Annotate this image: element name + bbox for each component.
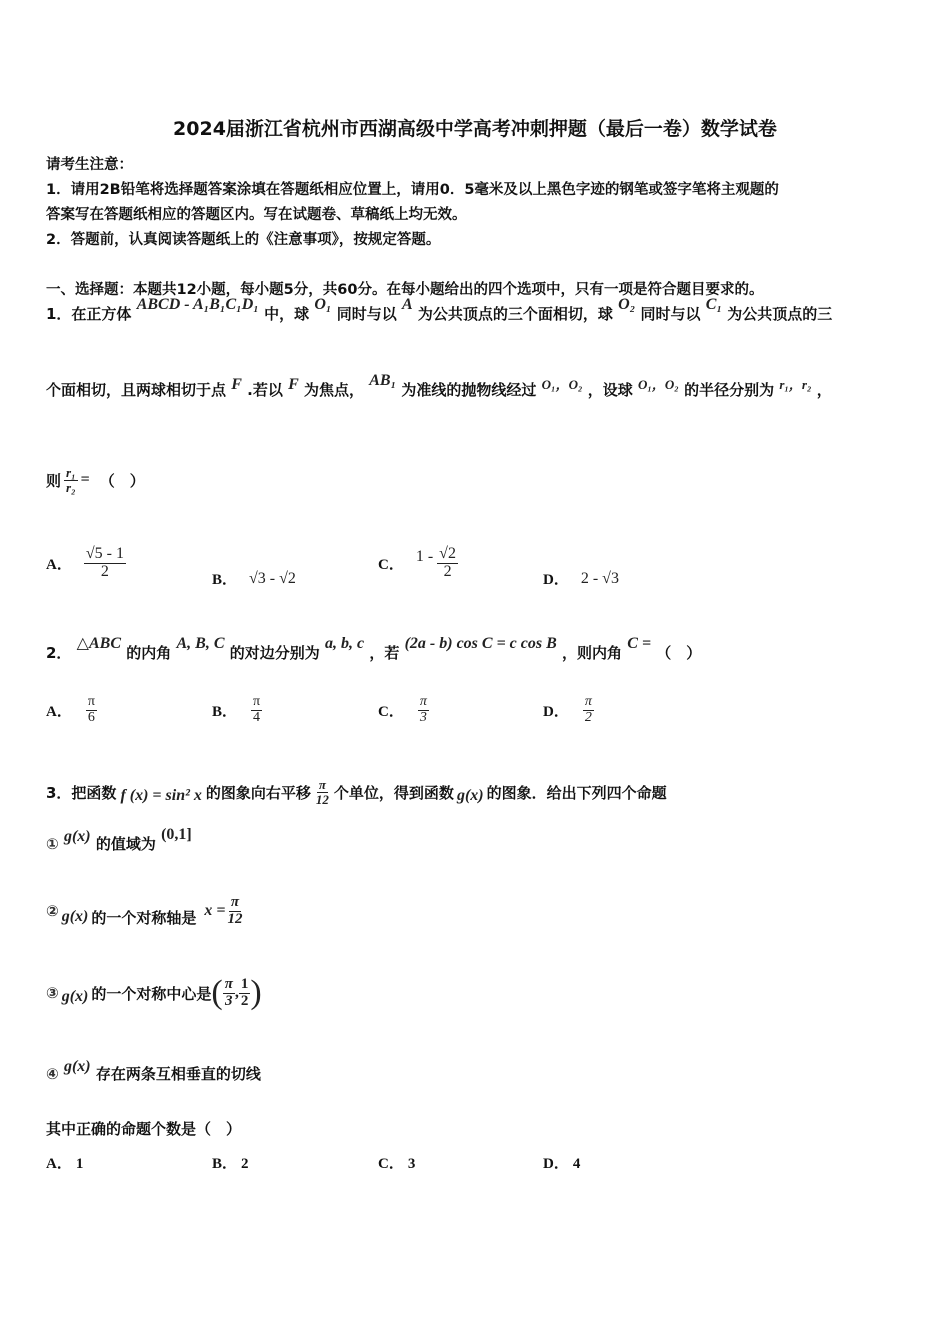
q1-math-c1: C₁ [705, 296, 723, 313]
q1-math-o1o2: O₁，O₂ [541, 377, 583, 392]
fraction-num: π [230, 894, 240, 910]
q1-text: 个面相切，且两球相切于点 [46, 381, 227, 399]
option-value: 3 [407, 1156, 416, 1172]
prop-text: 存在两条互相垂直的切线 [95, 1065, 261, 1083]
q1-math-o1o2: O₁，O₂ [637, 377, 679, 392]
option-label: B． [212, 572, 238, 588]
q1-option-d[interactable] [543, 568, 619, 589]
q1-math-o1: O₁ [314, 296, 332, 313]
proposition-3 [46, 976, 262, 1010]
fraction-num: 1 [240, 975, 249, 992]
q1-text: 同时与以 [640, 305, 701, 323]
fraction-den: 3 [419, 709, 427, 725]
fraction-num: π [224, 975, 233, 992]
q3-math-f: f (x) = sin² x [120, 787, 202, 805]
prop-math-g: g(x) [61, 908, 89, 926]
q1-math-a: A [401, 296, 413, 313]
option-text: 1 - [415, 548, 434, 566]
prop-math-x: x = [204, 902, 226, 920]
q2-option-b[interactable] [212, 695, 262, 725]
q2-text: 的内角 [126, 644, 172, 662]
fraction-den: 4 [253, 709, 261, 725]
q1-option-b[interactable] [212, 568, 296, 589]
q3-ask: 其中正确的命题个数是（ ） [46, 1120, 242, 1138]
q2-option-a[interactable] [46, 695, 97, 725]
option-fraction [86, 695, 97, 725]
prop-math-g: g(x) [63, 1058, 91, 1075]
left-paren: ( [211, 974, 223, 1011]
option-fraction [583, 695, 594, 725]
prop-marker: ④ [46, 1065, 59, 1083]
option-label: A． [46, 703, 72, 720]
option-label: A． [46, 1156, 72, 1172]
question-1-line-3 [46, 466, 145, 494]
q1-text: 为公共顶点的三 [727, 305, 833, 323]
q1-text: 的半径分别为 [684, 381, 775, 399]
q3-fraction [314, 778, 331, 806]
q1-fraction-num: r₁ [66, 465, 76, 480]
q1-fraction-den: r₂ [66, 479, 76, 495]
q2-text: ，则内角 [562, 644, 623, 662]
q3-option-d[interactable] [543, 1152, 580, 1173]
right-paren: ) [250, 974, 262, 1011]
q3-option-a[interactable] [46, 1152, 83, 1173]
fraction-num: π [318, 777, 326, 792]
q1-math-o2: O₂ [618, 296, 636, 313]
proposition-1 [46, 826, 192, 854]
q2-option-d[interactable] [543, 695, 594, 725]
q3-text: 3．把函数 [46, 783, 117, 802]
q2-blank: （ ） [656, 644, 702, 662]
q1-text: 为公共顶点的三个面相切，球 [417, 305, 613, 323]
q2-math-angles: A, B, C [176, 635, 225, 652]
prop-marker: ② [46, 902, 59, 921]
prop-text: 的一个对称轴是 [91, 908, 197, 927]
q2-math-equation: (2a - b) cos C = c cos B [404, 635, 557, 652]
fraction-num: π [87, 694, 95, 709]
option-label: D． [543, 703, 569, 720]
q1-text: 则 [46, 471, 62, 490]
q2-math-c: C = [627, 635, 652, 652]
q1-math-ab1: AB₁ [369, 372, 397, 389]
option-label: B． [212, 703, 238, 720]
question-2 [46, 635, 702, 663]
fraction-num: π [419, 694, 427, 709]
fraction-den: 2 [443, 562, 452, 580]
option-label: D． [543, 1156, 569, 1172]
option-value: 4 [572, 1156, 581, 1172]
option-fraction [418, 695, 429, 725]
q3-math-g: g(x) [456, 787, 484, 805]
q3-text: 的图象．给出下列四个命题 [486, 783, 667, 802]
q1-math-cube: ABCD - A₁B₁C₁D₁ [136, 296, 259, 313]
option-label: C． [378, 1156, 404, 1172]
fraction-num: √2 [439, 545, 456, 562]
prop-marker: ① [46, 835, 59, 853]
question-1-line-2 [46, 372, 832, 400]
notice-item-2: 2．答题前，认真阅读答题纸上的《注意事项》，按规定答题。 [46, 232, 441, 248]
option-text: 2 - √3 [580, 569, 619, 587]
q1-text: 1．在正方体 [46, 305, 132, 323]
q1-math-f: F [288, 376, 299, 393]
prop-fraction [226, 895, 245, 928]
q1-option-c[interactable] [378, 546, 458, 581]
fraction-den: 12 [227, 910, 243, 927]
q1-text: ，设球 [587, 381, 633, 399]
fraction-den: 12 [315, 791, 329, 807]
fraction-den: 2 [100, 562, 109, 580]
prop-math-g: g(x) [61, 988, 89, 1005]
q2-text: 的对边分别为 [229, 644, 320, 662]
q1-text: 为焦点， [304, 381, 365, 399]
prop-math-range: (0,1] [161, 826, 192, 843]
q1-option-a[interactable] [46, 546, 126, 581]
q2-text: 2． [46, 644, 72, 662]
question-3 [46, 778, 667, 806]
notice-item-1-cont: 答案写在答题纸相应的答题区内。写在试题卷、草稿纸上均无效。 [46, 207, 467, 223]
comma: , [234, 984, 239, 1001]
page-title: 2024届浙江省杭州市西湖高级中学高考冲刺押题（最后一卷）数学试卷 [173, 118, 777, 140]
fraction-num: √5 - 1 [85, 545, 124, 562]
q1-blank: （ ） [99, 471, 145, 490]
q2-math-triangle: △ABC [76, 635, 121, 652]
option-fraction [251, 695, 262, 725]
fraction-num: π [584, 694, 592, 709]
proposition-4 [46, 1058, 261, 1084]
q1-text: .若以 [247, 381, 283, 399]
q2-option-c[interactable] [378, 695, 429, 725]
q1-text: 为准线的抛物线经过 [401, 381, 537, 399]
notice-item-1: 1．请用2B铅笔将选择题答案涂填在答题纸相应位置上，请用0．5毫米及以上黑色字迹的钢笔或签字笔将主观题的 [46, 182, 779, 198]
q1-equals: = [80, 471, 90, 489]
prop-fraction [239, 977, 251, 1010]
q3-option-b[interactable] [212, 1152, 249, 1173]
option-label: A． [46, 556, 72, 573]
q3-text: 个单位，得到函数 [333, 783, 454, 802]
section-heading: 一、选择题：本题共12小题，每小题5分，共60分。在每小题给出的四个选项中，只有一项是符合题目要求的。 [46, 282, 764, 298]
option-fraction [84, 546, 126, 581]
option-value: 2 [241, 1156, 249, 1172]
q3-option-c[interactable] [378, 1152, 415, 1173]
q2-text: ，若 [369, 644, 400, 662]
prop-fraction [223, 977, 235, 1010]
option-fraction [437, 546, 458, 581]
q1-fraction [64, 466, 78, 494]
option-label: D． [543, 572, 569, 588]
option-label: C． [378, 556, 404, 573]
q3-text: 的图象向右平移 [205, 783, 311, 802]
q1-text: 同时与以 [336, 305, 397, 323]
prop-marker: ③ [46, 984, 59, 1002]
notice-heading: 请考生注意： [46, 157, 133, 173]
fraction-den: 2 [584, 709, 592, 725]
prop-text: 的一个对称中心是 [91, 984, 212, 1003]
fraction-den: 2 [240, 992, 249, 1009]
proposition-2 [46, 895, 245, 928]
fraction-den: 3 [225, 992, 233, 1009]
q1-math-r1r2: r₁，r₂ [779, 377, 812, 392]
option-label: B． [212, 1156, 238, 1172]
q1-text: 中，球 [264, 305, 310, 323]
q2-math-sides: a, b, c [324, 635, 365, 652]
option-label: C． [378, 703, 404, 720]
prop-math-g: g(x) [63, 828, 91, 845]
fraction-num: π [253, 694, 261, 709]
q1-text: ， [816, 381, 832, 399]
option-value: 1 [75, 1156, 84, 1172]
q1-math-f: F [231, 376, 242, 393]
prop-text: 的值域为 [95, 835, 156, 853]
question-1-line-1 [46, 296, 833, 324]
fraction-den: 6 [87, 709, 95, 725]
option-text: √3 - √2 [249, 569, 296, 587]
